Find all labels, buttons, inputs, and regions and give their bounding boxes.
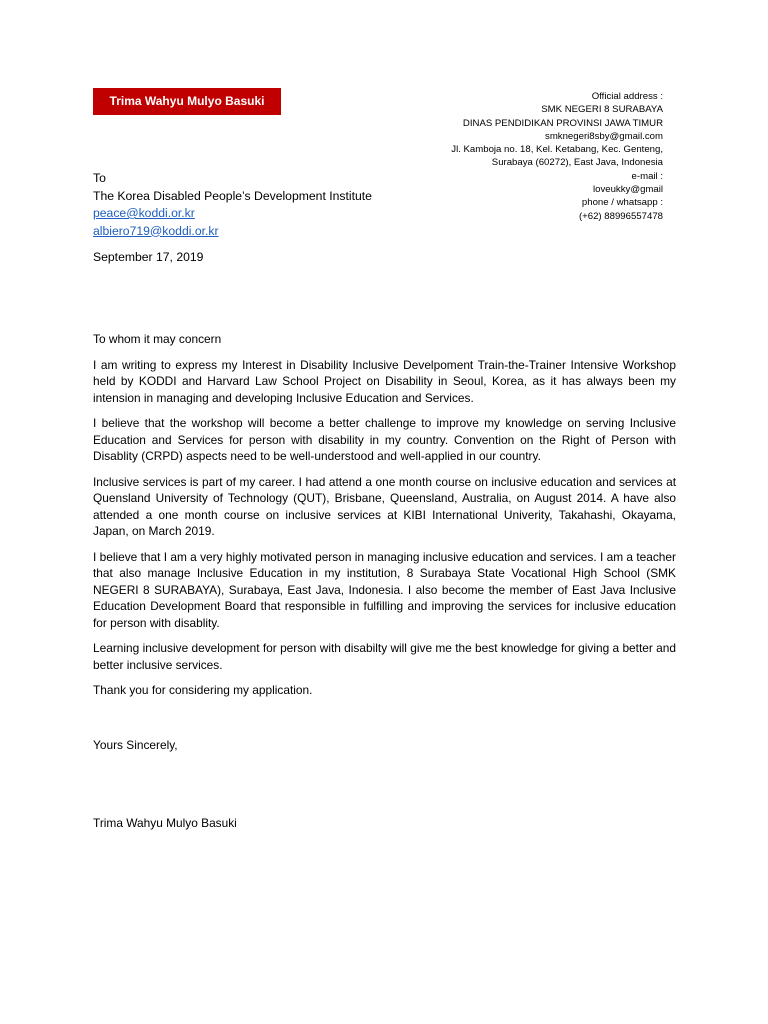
body-paragraph-4: I believe that I am a very highly motivated person in managing inclusive education and services. I am a teacher that also manage Inclusive Education in my institution, 8 Surabaya State Vocational High School (SMK NEGERI 8 SURABAYA), Surabaya, East Java, Indonesia. I also become the member of East Java Inclusive Education Development Board that responsible in fulfilling and improving the services for inclusive education for person with disablity. <box>93 549 676 630</box>
department-name: DINAS PENDIDIKAN PROVINSI JAWA TIMUR <box>462 117 663 129</box>
signature-name: Trima Wahyu Mulyo Basuki <box>93 816 237 830</box>
body-paragraph-2: I believe that the workshop will become a better challenge to improve my knowledge on serving Inclusive Education and Services for person with disability in my country. Convention on the Right of Person with Disablity (CRPD) aspects need to be well-understood and well-applied in our country. <box>93 416 676 463</box>
body-paragraph-1: I am writing to express my Interest in Disability Inclusive Develpoment Train-the-Trainer Intensive Workshop held by KODDI and Harvard Law School Project on Disability in Seoul, Korea, as it has always been my intension in managing and developing Inclusive Education and Services. <box>93 357 676 405</box>
recipient-email-link-2[interactable]: albiero719@koddi.or.kr <box>93 223 219 238</box>
phone-label: phone / whatsapp : <box>581 197 663 209</box>
personal-email: loveukky@gmail <box>593 184 663 196</box>
phone-number: (+62) 88996557478 <box>578 210 663 222</box>
address-label: Official address : <box>591 91 663 102</box>
street-address: Jl. Kamboja no. 18, Kel. Ketabang, Kec. Genteng, <box>451 144 663 156</box>
body-paragraph-3: Inclusive services is part of my career. I had attend a one month course on inclusive education and services at Quensland University of Technology (QUT), Brisbane, Queensland, Australia, on August 2014. A have also attended a one month course on inclusive services at KIBI International Univerity, Takahashi, Okayama, Japan, on March 2019. <box>93 474 676 538</box>
closing: Yours Sincerely, <box>93 738 178 752</box>
school-email: smknegeri8sby@gmail.com <box>545 130 663 142</box>
recipient-email-link-1[interactable]: peace@koddi.or.kr <box>93 206 195 220</box>
city-address: Surabaya (60272), East Java, Indonesia <box>491 157 663 169</box>
salutation: To whom it may concern <box>93 332 222 346</box>
official-address-block <box>383 90 663 223</box>
body-paragraph-5: Learning inclusive development for person with disabilty will give me the best knowledge for giving a better and better inclusive services. <box>93 641 676 672</box>
recipient-block <box>93 170 372 240</box>
recipient-organization: The Korea Disabled People’s Development Institute <box>93 188 372 203</box>
email-label: e-mail : <box>631 170 663 182</box>
letter-body <box>93 331 676 708</box>
name-banner: Trima Wahyu Mulyo Basuki <box>93 88 281 115</box>
body-paragraph-6: Thank you for considering my application. <box>93 683 313 697</box>
school-name: SMK NEGERI 8 SURABAYA <box>541 104 663 116</box>
letter-date: September 17, 2019 <box>93 250 204 264</box>
to-label: To <box>93 171 106 185</box>
